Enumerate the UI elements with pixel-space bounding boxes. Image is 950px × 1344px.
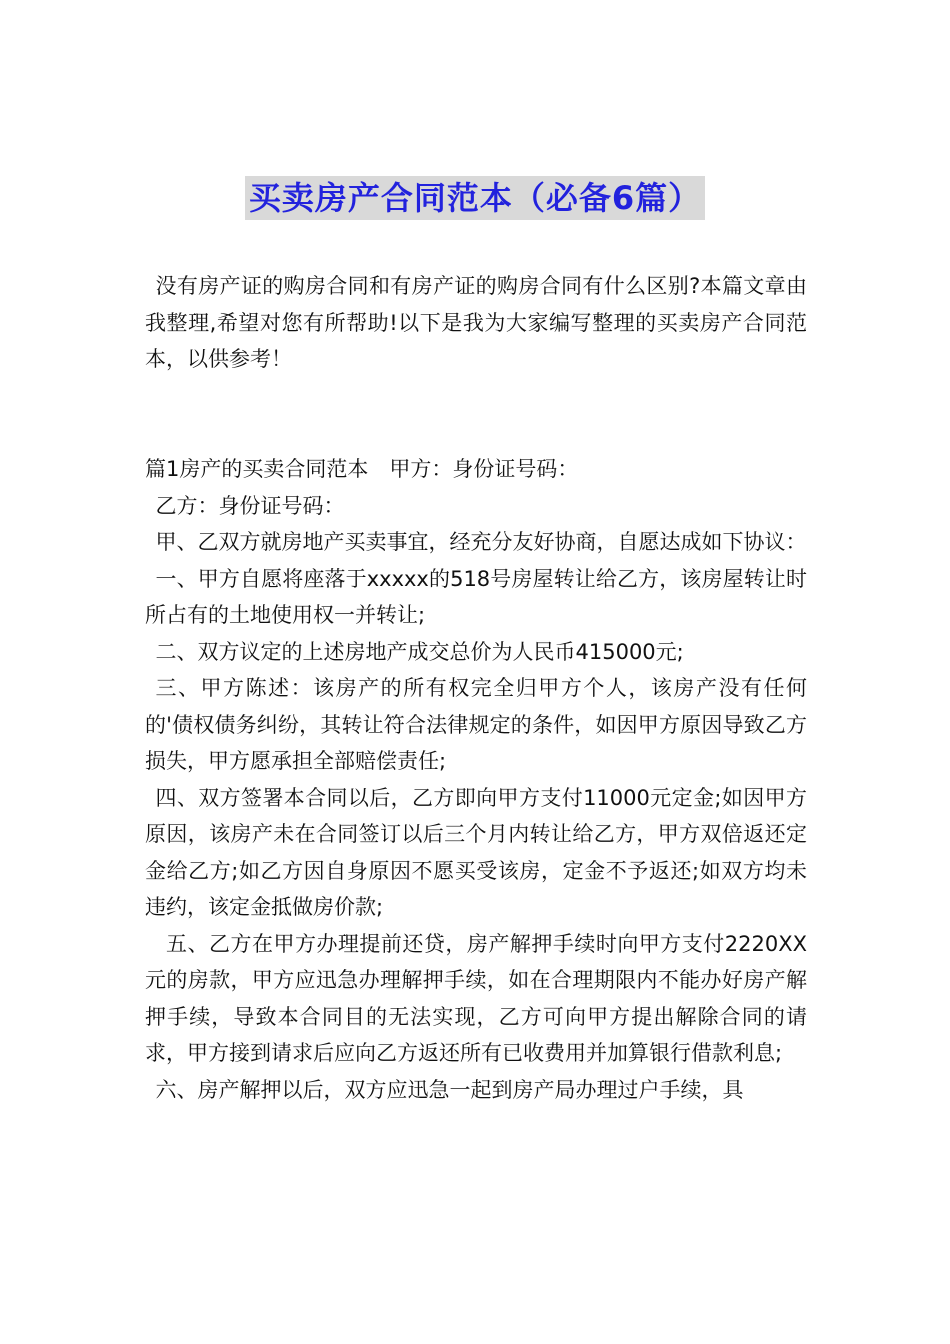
clause-1: 一、甲方自愿将座落于xxxxx的518号房屋转让给乙方，该房屋转让时所占有的土地使用权一并转让; bbox=[145, 566, 807, 627]
agreement-intro-paragraph: 甲、乙双方就房地产买卖事宜，经充分友好协商，自愿达成如下协议： bbox=[155, 530, 807, 554]
clause-3: 三、甲方陈述：该房产的所有权完全归甲方个人，该房产没有任何的'债权债务纠纷，其转让符合法律规定的条件，如因甲方原因导致乙方损失，甲方愿承担全部赔偿责任; bbox=[145, 676, 807, 773]
intro-paragraph: 没有房产证的购房合同和有房产证的购房合同有什么区别?本篇文章由我整理,希望对您有所帮助!以下是我为大家编写整理的买卖房产合同范本，以供参考！ bbox=[145, 274, 807, 371]
party-b-line: 乙方：身份证号码： bbox=[155, 493, 345, 518]
contract-body bbox=[145, 451, 807, 1108]
clause-2: 二、双方议定的上述房地产成交总价为人民币415000元; bbox=[155, 639, 684, 664]
title-container bbox=[0, 176, 950, 220]
clause-6: 六、房产解押以后，双方应迅急一起到房产局办理过户手续，具 bbox=[155, 1077, 744, 1102]
document-title: 买卖房产合同范本（必备6篇） bbox=[245, 176, 705, 220]
clause-4: 四、双方签署本合同以后，乙方即向甲方支付11000元定金;如因甲方原因，该房产未在合同签订以后三个月内转让给乙方，甲方双倍返还定金给乙方;如乙方因自身原因不愿买受该房，定金不予返还;如双方均未违约，该定金抵做房价款; bbox=[145, 785, 807, 919]
intro-section bbox=[145, 268, 807, 378]
section-heading-line: 篇1房产的买卖合同范本 甲方：身份证号码： bbox=[145, 457, 579, 481]
clause-5: 五、乙方在甲方办理提前还贷，房产解押手续时向甲方支付2220XX元的房款，甲方应迅急办理解押手续，如在合理期限内不能办好房产解押手续，导致本合同目的无法实现，乙方可向甲方提出解除合同的请求，甲方接到请求后应向乙方返还所有已收费用并加算银行借款利息; bbox=[145, 931, 807, 1065]
